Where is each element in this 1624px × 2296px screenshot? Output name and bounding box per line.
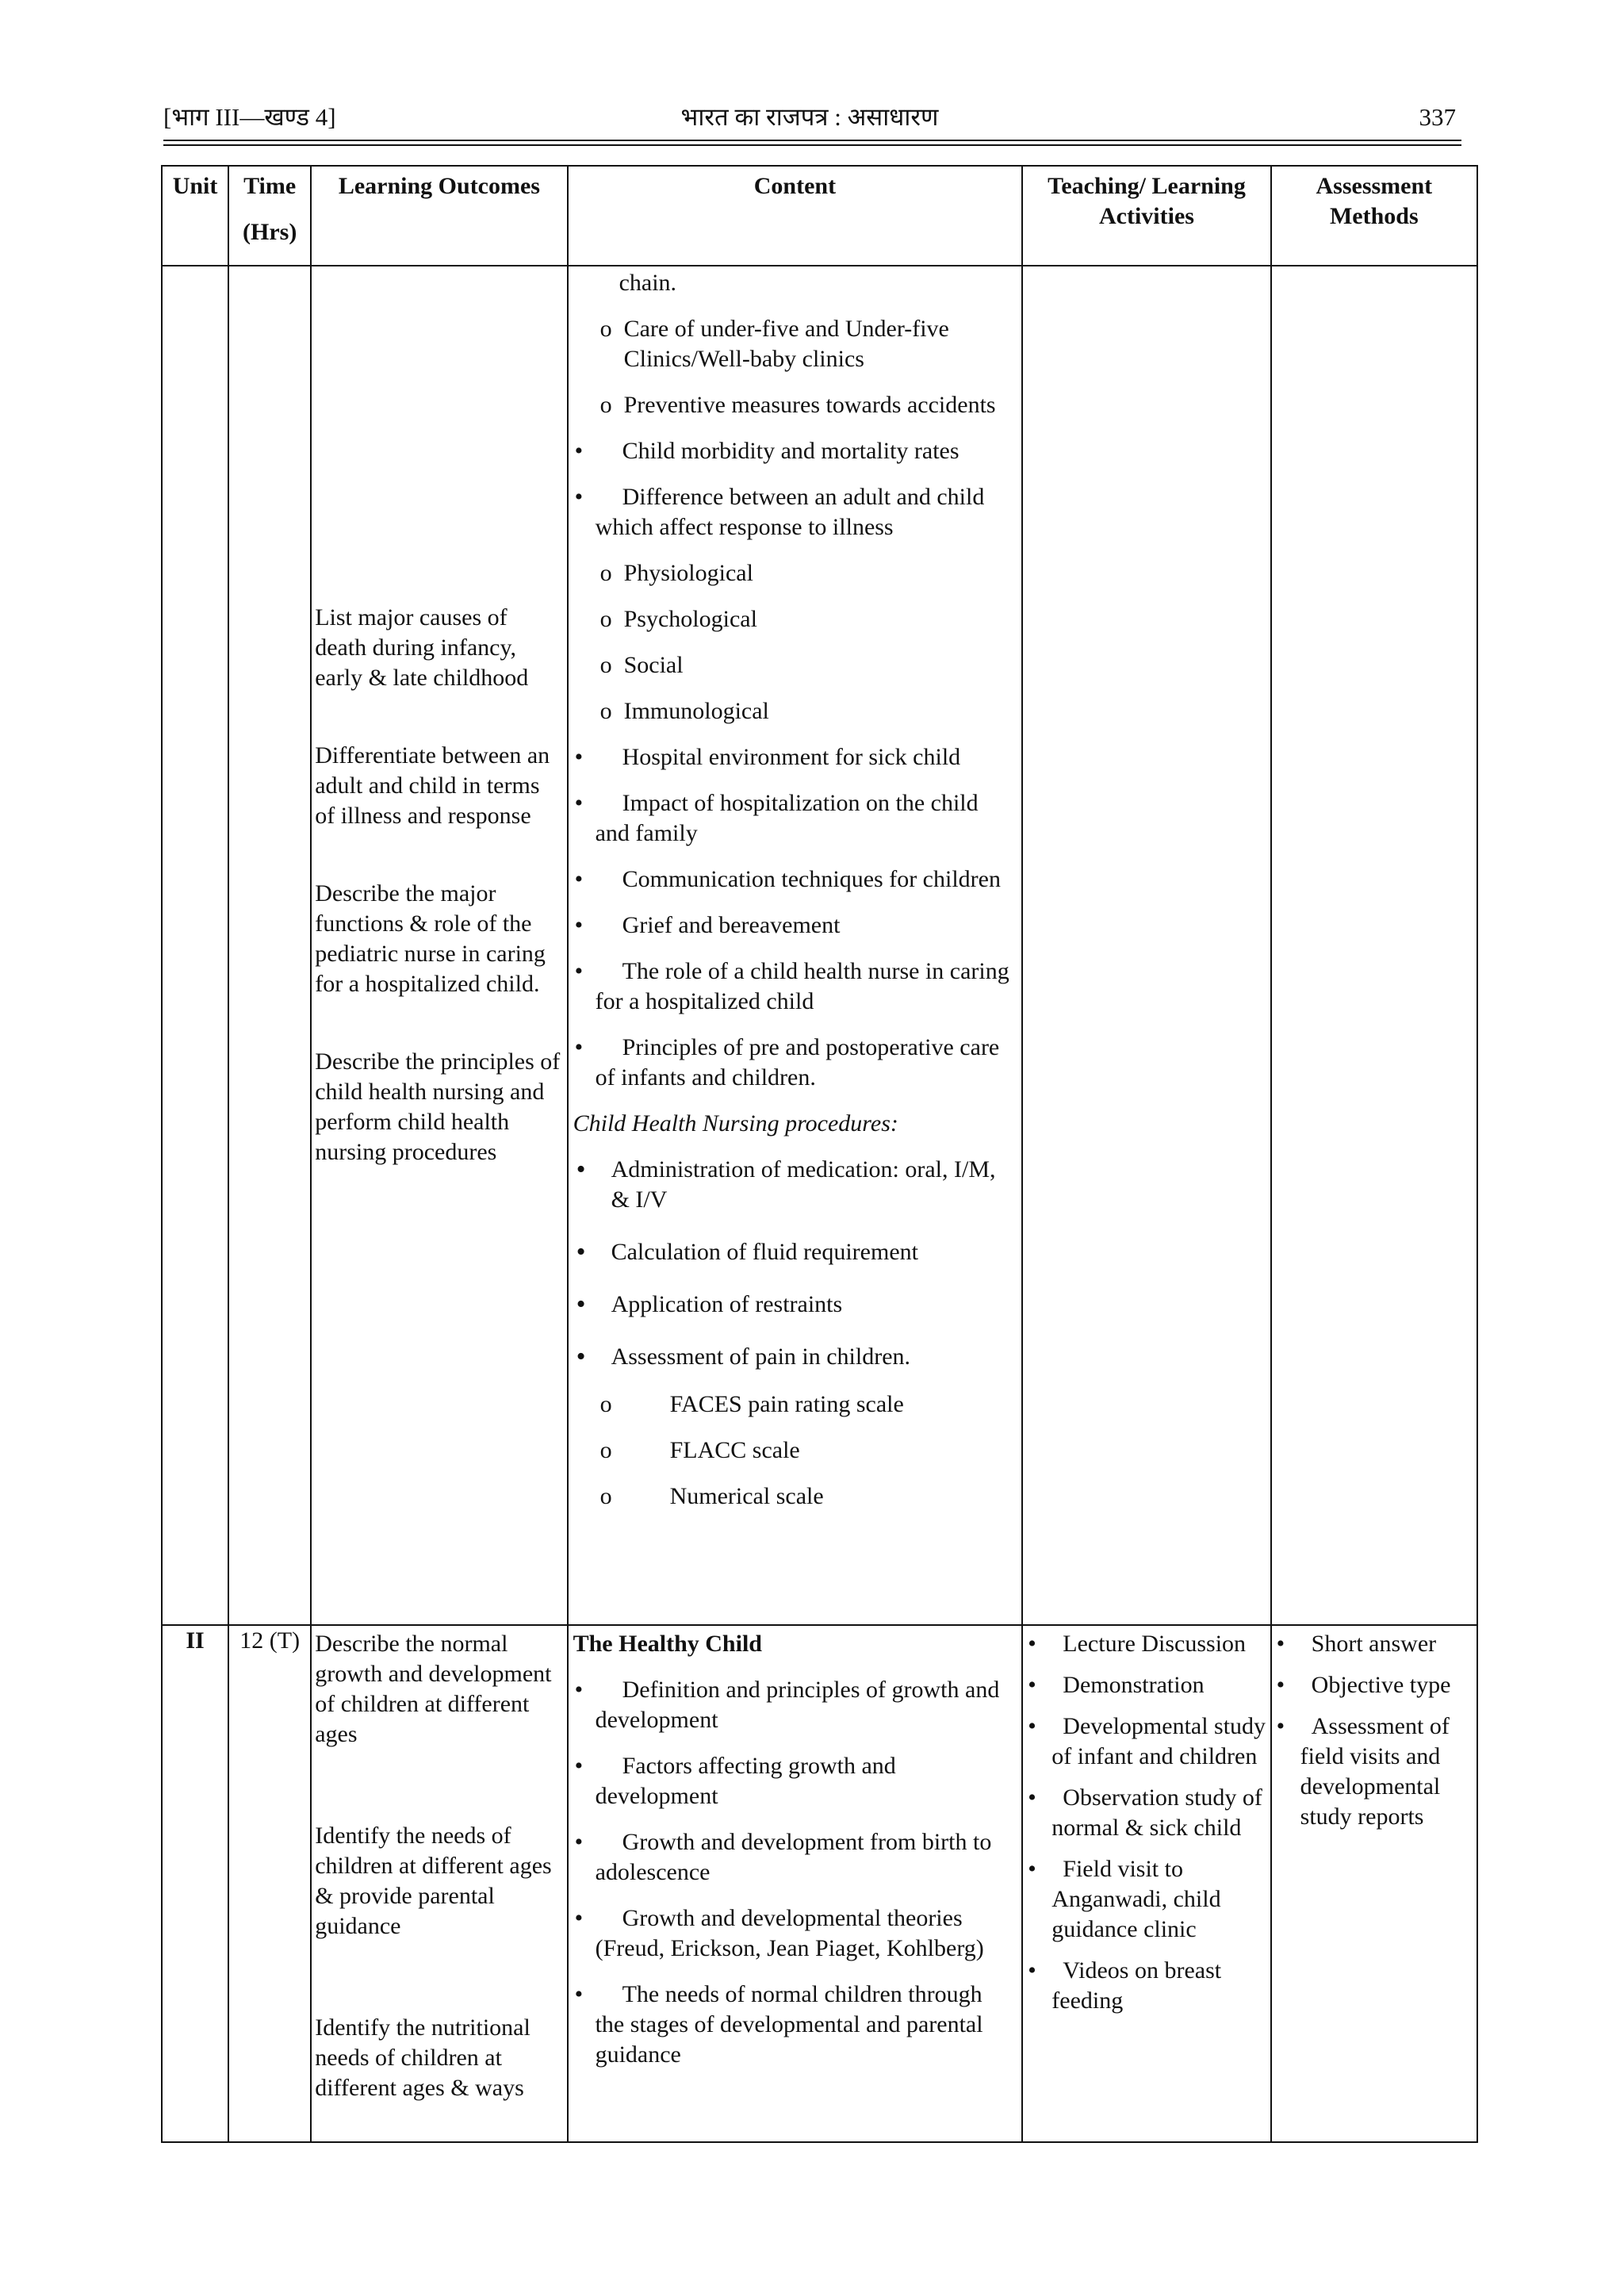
table-row — [162, 1625, 1477, 2142]
sub-item: o Psychological — [599, 606, 757, 632]
unit-cell — [162, 266, 228, 1625]
pain-scale-item: o FACES pain rating scale — [599, 1391, 904, 1417]
bullet-item: • Communication techniques for children — [572, 864, 1017, 895]
running-header — [163, 102, 1456, 140]
header-publication-title: भारत का राजपत्र : असाधारण — [680, 103, 939, 131]
teaching-activity: • Developmental study of infant and children — [1025, 1711, 1266, 1772]
unit-number: II — [162, 1625, 228, 2142]
time-hours: 12 (T) — [228, 1625, 311, 2142]
procedures-heading: Child Health Nursing procedures: — [573, 1110, 898, 1137]
table-header-row — [162, 166, 1477, 266]
assessment-method: • Objective type — [1274, 1670, 1473, 1700]
col-header-teaching: Teaching/ Learning Activities — [1022, 166, 1270, 266]
continued-text: chain. — [619, 270, 677, 296]
teaching-activity: • Videos on breast feeding — [1025, 1956, 1266, 2016]
bullet-item: • Factors affecting growth and development — [572, 1751, 1017, 1811]
learning-outcome: Differentiate between an adult and child in terms of illness and response — [315, 742, 550, 829]
bullet-item: • Difference between an adult and child which affect response to illness — [572, 482, 1017, 542]
learning-outcome: Identify the needs of children at different ages & provide parental guidance — [315, 1823, 552, 1939]
sub-item: o Immunological — [599, 698, 769, 724]
pain-scale-item: o Numerical scale — [599, 1483, 824, 1509]
bullet-item: • Definition and principles of growth and development — [572, 1675, 1017, 1735]
bullet-item: • Hospital environment for sick child — [572, 742, 1017, 772]
teaching-activity: • Field visit to Anganwadi, child guidance clinic — [1025, 1854, 1266, 1945]
time-cell — [228, 266, 311, 1625]
bullet-item: • Child morbidity and mortality rates — [572, 436, 1017, 466]
bullet-item: • Impact of hospitalization on the child and family — [572, 788, 1017, 849]
learning-outcome: Describe the normal growth and development of children at different ages — [315, 1631, 552, 1747]
teaching-cell — [1022, 266, 1270, 1625]
col-header-learning-outcomes: Learning Outcomes — [311, 166, 567, 266]
learning-outcome: List major causes of death during infancy, early & late childhood — [315, 604, 529, 691]
sub-item: o Physiological — [599, 560, 753, 586]
assessment-method: • Assessment of field visits and developmental study reports — [1274, 1711, 1473, 1832]
col-header-time: Time (Hrs) — [228, 166, 311, 266]
teaching-activity: • Lecture Discussion — [1025, 1629, 1266, 1659]
bullet-item: • Growth and developmental theories (Freud, Erickson, Jean Piaget, Kohlberg) — [572, 1903, 1017, 1964]
teaching-cell — [1022, 1625, 1270, 2142]
bullet-item: • Principles of pre and postoperative care of infants and children. — [572, 1033, 1017, 1093]
content-cell — [568, 266, 1023, 1625]
assessment-method: • Short answer — [1274, 1629, 1473, 1659]
col-header-assessment: Assessment Methods — [1271, 166, 1477, 266]
sub-item: o Preventive measures towards accidents — [599, 392, 996, 418]
teaching-activity: • Demonstration — [1025, 1670, 1266, 1700]
learning-outcome: Describe the major functions & role of the pediatric nurse in caring for a hospitalized child. — [315, 880, 546, 997]
procedure-item: • Assessment of pain in children. — [572, 1342, 1017, 1372]
sub-item: o Care of under-five and Under-five Clinics/Well-baby clinics — [599, 316, 949, 372]
bullet-item: • The needs of normal children through the stages of developmental and parental guidance — [572, 1980, 1017, 2070]
section-heading: The Healthy Child — [573, 1631, 762, 1657]
syllabus-table — [161, 165, 1478, 2143]
header-rule-bottom — [163, 144, 1461, 146]
bullet-item: • Grief and bereavement — [572, 910, 1017, 941]
procedure-item: • Calculation of fluid requirement — [572, 1237, 1017, 1267]
learning-outcome: Identify the nutritional needs of children at different ages & ways — [315, 2014, 530, 2101]
learning-outcomes-cell — [311, 266, 567, 1625]
assessment-cell — [1271, 266, 1477, 1625]
procedure-item: • Administration of medication: oral, I/M, & I/V — [572, 1155, 1017, 1215]
table-row — [162, 266, 1477, 1625]
pain-scale-item: o FLACC scale — [599, 1437, 800, 1463]
bullet-item: • Growth and development from birth to adolescence — [572, 1827, 1017, 1888]
page-number: 337 — [1419, 103, 1456, 131]
sub-item: o Social — [599, 652, 684, 678]
learning-outcomes-cell — [311, 1625, 567, 2142]
bullet-item: • The role of a child health nurse in caring for a hospitalized child — [572, 956, 1017, 1017]
col-header-unit: Unit — [162, 166, 228, 266]
teaching-activity: • Observation study of normal & sick child — [1025, 1783, 1266, 1843]
content-cell — [568, 1625, 1023, 2142]
assessment-cell — [1271, 1625, 1477, 2142]
header-rule-top — [163, 140, 1461, 141]
procedure-item: • Application of restraints — [572, 1290, 1017, 1320]
col-header-content: Content — [568, 166, 1023, 266]
header-section-label: [भाग III—खण्ड 4] — [163, 103, 336, 131]
learning-outcome: Describe the principles of child health nursing and perform child health nursing procedures — [315, 1048, 561, 1165]
